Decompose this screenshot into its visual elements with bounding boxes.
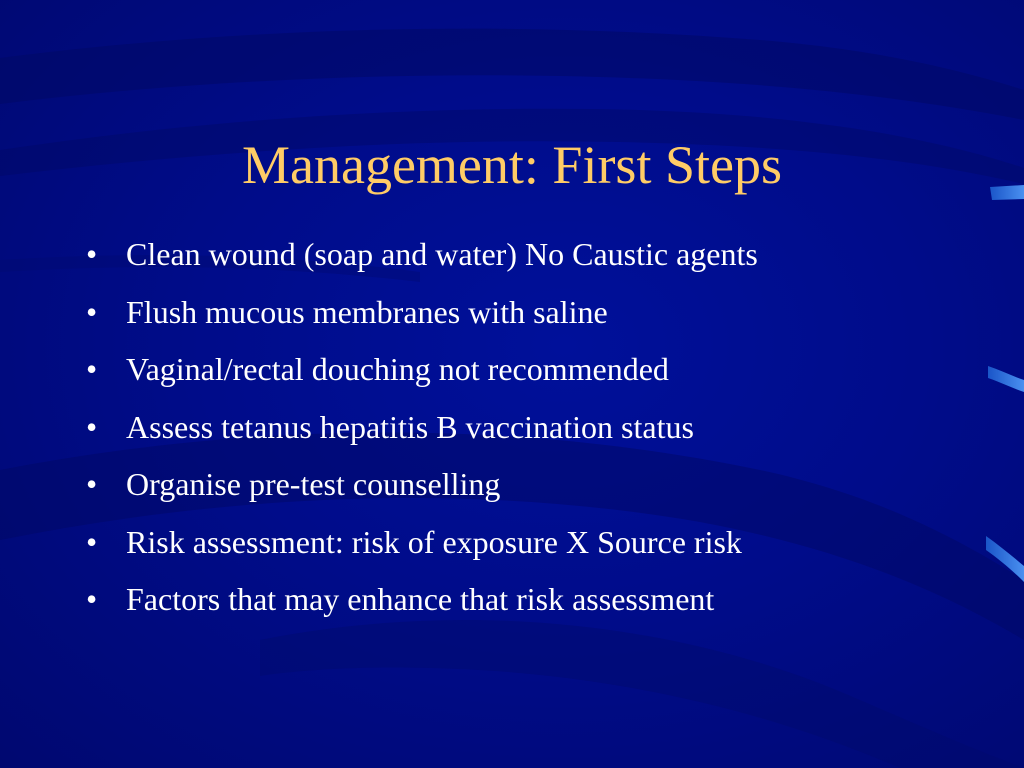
bullet-marker: • [86, 293, 98, 330]
bullet-text: Organise pre-test counselling [126, 466, 501, 502]
slide-title: Management: First Steps [242, 135, 782, 195]
bullet-marker: • [86, 466, 98, 502]
bullet-item [82, 514, 758, 572]
bullet-item [82, 399, 758, 457]
bullet-item [82, 341, 758, 399]
bullet-text: Vaginal/rectal douching not recommended [126, 351, 669, 387]
bullet-marker: • [86, 236, 98, 272]
accent-tick [988, 366, 1024, 392]
bullet-marker: • [86, 408, 98, 445]
bullet-text: Risk assessment: risk of exposure X Source risk [126, 523, 742, 560]
bullet-item [82, 226, 758, 284]
bullet-marker: • [86, 581, 98, 617]
bullet-text: Factors that may enhance that risk assessment [126, 581, 715, 617]
bullet-list [82, 226, 758, 629]
bullet-item [82, 284, 758, 342]
bullet-marker: • [86, 523, 98, 560]
bullet-item [82, 456, 758, 514]
bullet-marker: • [86, 351, 98, 387]
bullet-text: Flush mucous membranes with saline [126, 293, 608, 330]
bullet-text: Clean wound (soap and water) No Caustic agents [126, 236, 758, 272]
bullet-text: Assess tetanus hepatitis B vaccination status [126, 408, 694, 445]
bullet-item [82, 571, 758, 629]
